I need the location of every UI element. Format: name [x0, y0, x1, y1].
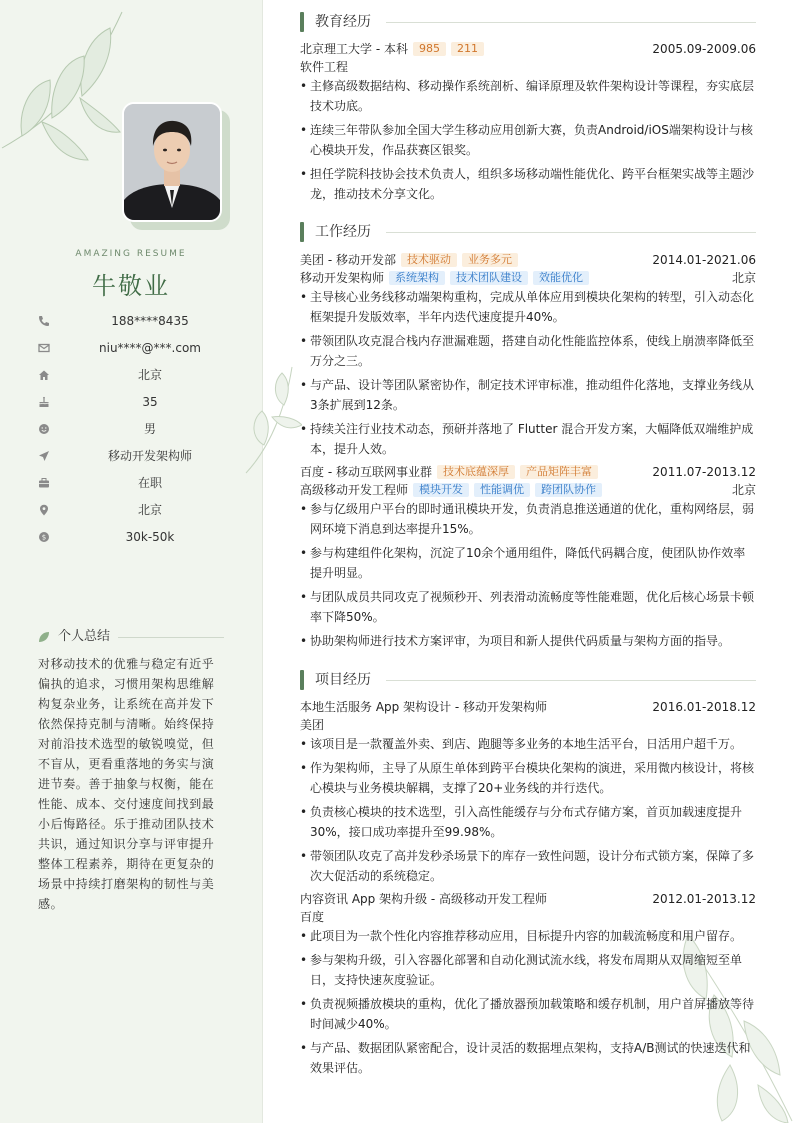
- resume-tagline: AMAZING RESUME: [75, 249, 187, 259]
- job-city: 北京: [731, 483, 756, 497]
- phone-icon: [38, 315, 50, 327]
- gender-text: 男: [143, 422, 156, 436]
- role-tag: 效能优化: [533, 271, 589, 285]
- heading-divider: [386, 22, 756, 23]
- info-row-email: [38, 339, 238, 359]
- job-date: 2014.01-2021.06: [652, 253, 756, 267]
- job-role: 高级移动开发工程师: [300, 483, 409, 497]
- projects-heading: [300, 670, 756, 690]
- company-name: 美团 - 移动开发部: [300, 253, 396, 267]
- phone-text: 188****8435: [111, 314, 189, 328]
- work-heading: [300, 222, 756, 242]
- school-tag: 985: [413, 42, 446, 56]
- company-tag: 产品矩阵丰富: [520, 465, 598, 479]
- company-name: 百度 - 移动互联网事业群: [300, 465, 432, 479]
- school-name: 北京理工大学 - 本科: [300, 42, 408, 56]
- job-role-row: [300, 482, 756, 498]
- location-text: 北京: [137, 503, 162, 517]
- job-city: 北京: [731, 271, 756, 285]
- info-row-salary: [38, 528, 238, 548]
- salary-text: 30k-50k: [125, 530, 175, 544]
- job-header-row: [300, 464, 756, 480]
- project-company-row: [300, 909, 756, 925]
- info-row-gender: [38, 420, 238, 440]
- job-header-row: [300, 252, 756, 268]
- money-icon: [38, 531, 50, 543]
- leaf-icon: [38, 631, 50, 643]
- project-name: 本地生活服务 App 架构设计 - 移动开发架构师: [300, 700, 548, 714]
- company-tag: 业务多元: [462, 253, 518, 267]
- role-tag: 系统架构: [389, 271, 445, 285]
- heading-bar: [300, 670, 304, 690]
- person-portrait-icon: [124, 104, 220, 220]
- major: 软件工程: [300, 60, 349, 74]
- education-title: 教育经历: [315, 14, 371, 30]
- job-date: 2011.07-2013.12: [652, 465, 756, 479]
- role-tag: 技术团队建设: [450, 271, 528, 285]
- school-tag: 211: [451, 42, 484, 56]
- leaf-decoration-top: [0, 0, 140, 170]
- education-header-row: [300, 41, 756, 57]
- age-text: 35: [142, 395, 158, 409]
- leaf-decoration-middle: [242, 365, 302, 475]
- svg-text:$: $: [41, 533, 47, 542]
- home-icon: [38, 369, 50, 381]
- education-heading: [300, 12, 756, 32]
- info-row-city: [38, 366, 238, 386]
- job-role-row: [300, 270, 756, 286]
- heading-divider: [386, 232, 756, 233]
- summary-text: 对移动技术的优雅与稳定有近乎偏执的追求，习惯用架构思维解构复杂业务，让系统在高并发下依然保持克制与清晰。始终保持对前沿技术选型的敏锐嗅觉，但不盲从，更看重落地的务实与演进节奏。善于抽象与权衡，能在性能、成本、交付速度间找到最小后悔路径。乐于推动团队技术共识，通过知识分享与评审提升整体工程素养，期待在更复杂的场景中持续打磨架构的韧性与美感。: [38, 657, 215, 911]
- job-role: 移动开发架构师: [300, 271, 385, 285]
- briefcase-icon: [38, 477, 50, 489]
- project-header-row: [300, 891, 756, 907]
- heading-bar: [300, 12, 304, 32]
- heading-divider: [386, 680, 756, 681]
- city-text: 北京: [137, 368, 162, 382]
- role-tag: 性能调优: [474, 483, 530, 497]
- education-date: 2005.09-2009.06: [652, 42, 756, 56]
- summary-title: 个人总结: [58, 629, 111, 644]
- heading-bar: [300, 222, 304, 242]
- email-text: niu****@***.com: [99, 341, 201, 355]
- role-tag: 模块开发: [413, 483, 469, 497]
- project-company: 百度: [300, 910, 325, 924]
- send-icon: [38, 450, 50, 462]
- info-row-position: [38, 447, 238, 467]
- projects-title: 项目经历: [315, 672, 371, 688]
- summary-heading: [38, 628, 224, 646]
- project-date: 2012.01-2013.12: [652, 892, 756, 906]
- candidate-name: 牛敬业: [92, 272, 170, 300]
- project-company: 美团: [300, 718, 325, 732]
- project-company-row: [300, 717, 756, 733]
- email-icon: [38, 342, 50, 354]
- avatar: [122, 102, 222, 222]
- position-text: 移动开发架构师: [107, 449, 192, 463]
- summary-divider: [118, 637, 224, 638]
- company-tag: 技术驱动: [401, 253, 457, 267]
- avatar-photo: [122, 102, 222, 222]
- work-title: 工作经历: [315, 224, 371, 240]
- smile-icon: [38, 423, 50, 435]
- info-row-phone: [38, 312, 238, 332]
- major-row: [300, 59, 756, 75]
- company-tag: 技术底蕴深厚: [437, 465, 515, 479]
- info-row-location: [38, 501, 238, 521]
- project-name: 内容资讯 App 架构升级 - 高级移动开发工程师: [300, 892, 548, 906]
- project-header-row: [300, 699, 756, 715]
- info-row-status: [38, 474, 238, 494]
- info-row-age: [38, 393, 238, 413]
- cake-icon: [38, 396, 50, 408]
- project-date: 2016.01-2018.12: [652, 700, 756, 714]
- location-icon: [38, 504, 50, 516]
- role-tag: 跨团队协作: [535, 483, 602, 497]
- status-text: 在职: [137, 476, 162, 490]
